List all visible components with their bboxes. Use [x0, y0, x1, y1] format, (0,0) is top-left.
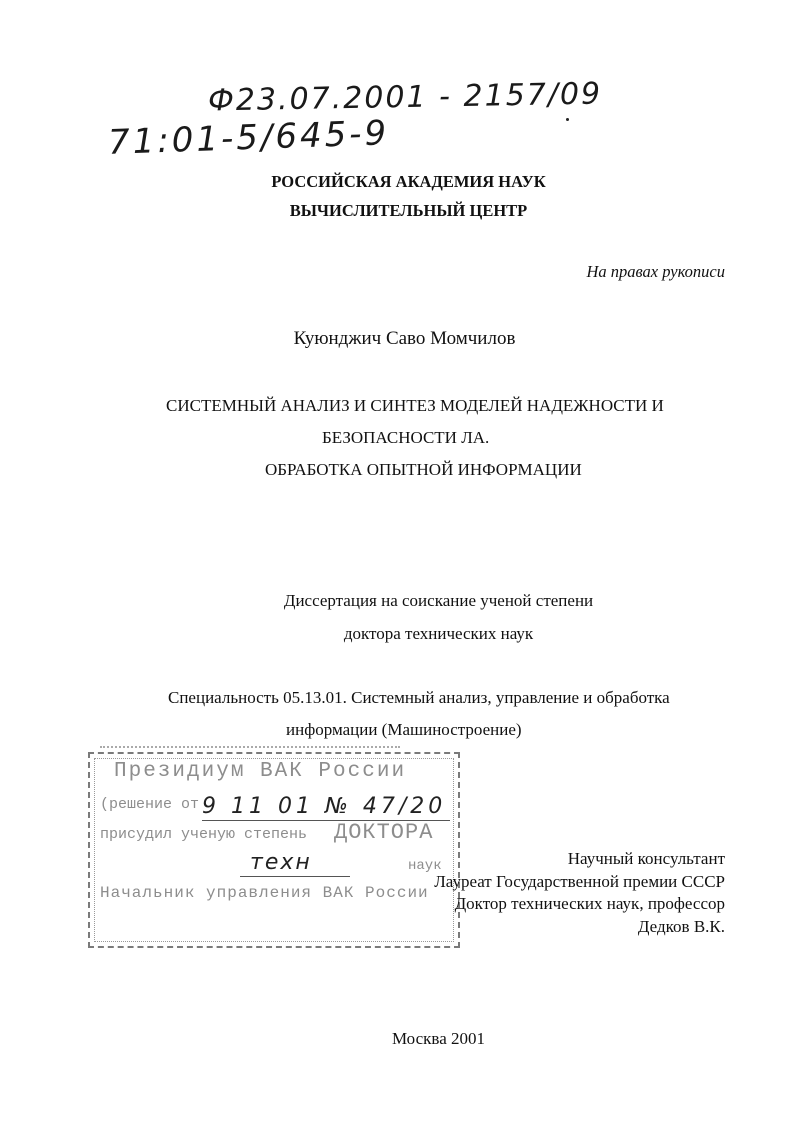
stamp-decision-date-handwritten: 9 11 01 № 47/20	[202, 794, 447, 819]
advisor-name: Дедков В.К.	[637, 916, 725, 936]
advisor-block	[434, 848, 725, 938]
advisor-award: Лауреат Государственной премии СССР	[434, 871, 725, 891]
stamp-field-underline	[240, 876, 350, 877]
advisor-role: Научный консультант	[567, 849, 725, 868]
ink-dot	[566, 118, 569, 121]
stamp-head-line: Начальник управления ВАК России	[100, 884, 429, 902]
specialty-line-2: информации (Машиностроение)	[286, 720, 522, 739]
stamp-presidium-line: Президиум ВАК России	[114, 760, 407, 783]
stamp-sciences-word: наук	[408, 858, 442, 874]
thesis-title-line-3: ОБРАБОТКА ОПЫТНОЙ ИНФОРМАЦИИ	[265, 460, 582, 479]
stamp-smudge	[100, 746, 400, 753]
stamp-decision-prefix: (решение от	[100, 796, 200, 813]
city-year: Москва 2001	[391, 1029, 486, 1048]
dissertation-purpose-line-2: доктора технических наук	[343, 624, 534, 643]
thesis-title-line-1: СИСТЕМНЫЙ АНАЛИЗ И СИНТЕЗ МОДЕЛЕЙ НАДЕЖНОСТИ И	[166, 396, 664, 415]
dissertation-purpose-line-1: Диссертация на соискание ученой степени	[283, 591, 594, 610]
stamp-degree-word: ДОКТОРА	[334, 820, 434, 845]
organization-name: РОССИЙСКАЯ АКАДЕМИЯ НАУК	[271, 172, 546, 191]
author-name: Куюнджич Саво Момчилов	[293, 328, 516, 349]
thesis-title-line-2: БЕЗОПАСНОСТИ ЛА.	[322, 428, 490, 447]
stamp-awarded-prefix: присудил ученую степень	[100, 826, 308, 843]
advisor-degree: Доктор технических наук, профессор	[454, 894, 725, 913]
organization-department: ВЫЧИСЛИТЕЛЬНЫЙ ЦЕНТР	[289, 201, 528, 220]
vak-stamp	[88, 752, 460, 948]
manuscript-rights-note: На правах рукописи	[586, 262, 725, 281]
handwritten-catalog-number: 71:01-5/645-9	[107, 113, 390, 163]
stamp-field-handwritten: техн	[250, 850, 312, 875]
specialty-line-1: Специальность 05.13.01. Системный анализ, управление и обработка	[168, 688, 670, 707]
handwritten-registration-line: Ф23.07.2001 - 2157/09	[207, 76, 603, 119]
